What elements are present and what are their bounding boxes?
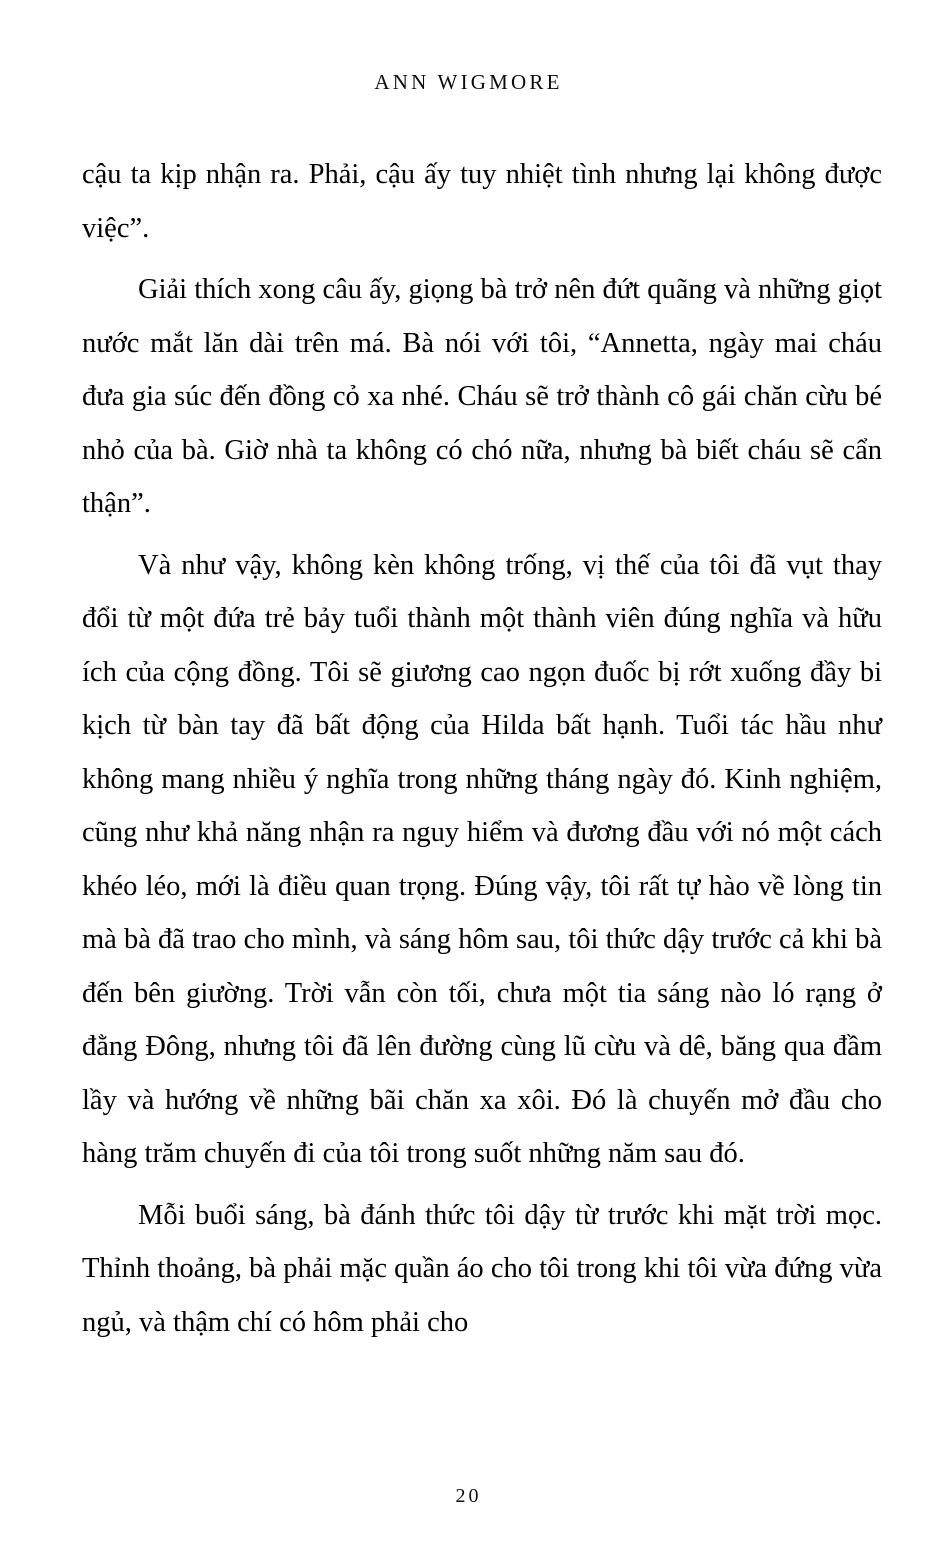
paragraph: Mỗi buổi sáng, bà đánh thức tôi dậy từ trước khi mặt trời mọc. Thỉnh thoảng, bà phải mặc quần áo cho tôi trong khi tôi vừa đứng vừa ngủ, và thậm chí có hôm phải cho [82, 1199, 882, 1338]
paragraph: Và như vậy, không kèn không trống, vị thế của tôi đã vụt thay đổi từ một đứa trẻ bảy tuổi thành một thành viên đúng nghĩa và hữu ích của cộng đồng. Tôi sẽ giương cao ngọn đuốc bị rớt xuống đầy bi kịch từ bàn tay đã bất động của Hilda bất hạnh. Tuổi tác hầu như không mang nhiều ý nghĩa trong những tháng ngày đó. Kinh nghiệm, cũng như khả năng nhận ra nguy hiểm và đương đầu với nó một cách khéo léo, mới là điều quan trọng. Đúng vậy, tôi rất tự hào về lòng tin mà bà đã trao cho mình, và sáng hôm sau, tôi thức dậy trước cả khi bà đến bên giường. Trời vẫn còn tối, chưa một tia sáng nào ló rạng ở đằng Đông, nhưng tôi đã lên đường cùng lũ cừu và dê, băng qua đầm lầy và hướng về những bãi chăn xa xôi. Đó là chuyến mở đầu cho hàng trăm chuyến đi của tôi trong suốt những năm sau đó. [82, 549, 882, 1169]
running-head: ANN WIGMORE [374, 70, 563, 94]
paragraph: Giải thích xong câu ấy, giọng bà trở nên đứt quãng và những giọt nước mắt lăn dài trên má. Bà nói với tôi, “Annetta, ngày mai cháu đưa gia súc đến đồng cỏ xa nhé. Cháu sẽ trở thành cô gái chăn cừu bé nhỏ của bà. Giờ nhà ta không có chó nữa, nhưng bà biết cháu sẽ cẩn thận”. [82, 274, 882, 519]
page-number: 20 [455, 1485, 482, 1507]
body-text-block [82, 148, 882, 1349]
paragraph: cậu ta kịp nhận ra. Phải, cậu ấy tuy nhiệt tình nhưng lại không được việc”. [82, 159, 882, 244]
